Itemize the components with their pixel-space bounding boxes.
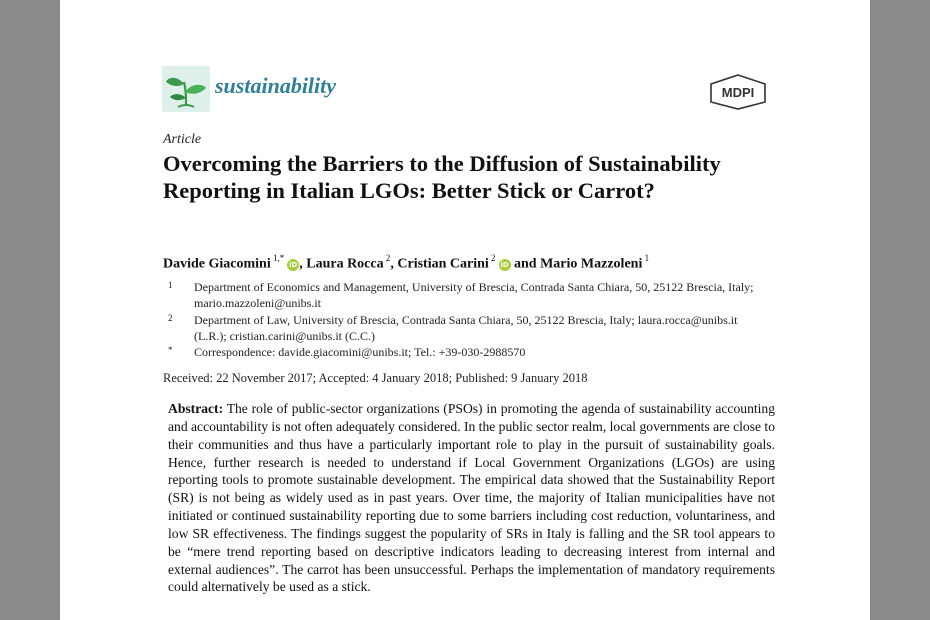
affiliations xyxy=(168,279,768,360)
author-affiliation-mark: 2 xyxy=(488,253,496,263)
affiliation-mark: * xyxy=(168,345,173,356)
affiliation-text: Department of Economics and Management, University of Brescia, Contrada Santa Chiara, 50, 25122 Brescia, Italy; mario.mazzoleni@unibs.it xyxy=(194,280,754,311)
affiliation-mark: 2 xyxy=(168,312,173,323)
journal-name: sustainability xyxy=(215,73,337,98)
affiliation-item xyxy=(168,279,768,312)
author-name: Davide Giacomini xyxy=(163,256,271,272)
author-name: Mario Mazzoleni xyxy=(540,256,643,272)
paper-title: Overcoming the Barriers to the Diffusion of Sustainability Reporting in Italian LGOs: Better Stick or Carrot? xyxy=(163,151,721,203)
mdpi-logo-icon xyxy=(708,74,768,110)
abstract xyxy=(168,400,775,596)
author-affiliation-mark: 2 xyxy=(383,253,391,263)
orcid-icon[interactable]: iD xyxy=(500,260,509,269)
abstract-label: Abstract: xyxy=(168,401,224,416)
svg-text:MDPI: MDPI xyxy=(721,85,755,100)
author-affiliation-mark: 1 xyxy=(642,253,650,263)
author-name: Cristian Carini xyxy=(397,256,489,272)
affiliation-item xyxy=(168,344,768,360)
abstract-text: The role of public-sector organizations (PSOs) in promoting the agenda of sustainability accounting and accountability is not often adequately considered. In the public sector realm, local governments are close to their communities and thus have a particularly important role to play in the pursuit of sustainability goals. Hence, further research is needed to understand if Local Government Organizations (LGOs) are using reporting tools to promote sustainable development. The empirical data showed that the Sustainability Report (SR) is not being as widely used as in past years. Over time, the majority of Italian municipalities have not initiated or continued sustainability reporting due to some barriers including cost reduction, voluntariness, and low SR effectiveness. The findings suggest the popularity of SRs in Italy is falling and the SR tool appears to be “mere trend reporting based on descriptive indicators leading to decreasing interest from internal and external audiences”. The carrot has been unsuccessful. Perhaps the implementation of mandatory requirements could alternatively be used as a stick. xyxy=(168,401,776,595)
author-affiliation-mark: 1,* xyxy=(270,253,285,263)
author-separator: and xyxy=(510,256,541,272)
orcid-icon[interactable]: iD xyxy=(289,260,298,269)
affiliation-mark: 1 xyxy=(168,280,173,290)
author-separator: , xyxy=(299,256,307,272)
journal-leaf-logo-icon xyxy=(162,66,210,112)
author-separator: , xyxy=(390,256,398,272)
affiliation-item xyxy=(168,312,768,345)
article-type: Article xyxy=(163,132,202,147)
affiliation-text: Department of Law, University of Brescia, Contrada Santa Chiara, 50, 25122 Brescia, Italy; laura.rocca@unibs.it (L.R.); cristian.carini@unibs.it (C.C.) xyxy=(194,312,738,343)
affiliation-text: Correspondence: davide.giacomini@unibs.it; Tel.: +39-030-2988570 xyxy=(194,345,526,360)
publication-dates: Received: 22 November 2017; Accepted: 4 January 2018; Published: 9 January 2018 xyxy=(163,371,588,385)
author-list xyxy=(163,254,649,273)
author-name: Laura Rocca xyxy=(306,256,384,272)
paper-page xyxy=(60,0,870,620)
